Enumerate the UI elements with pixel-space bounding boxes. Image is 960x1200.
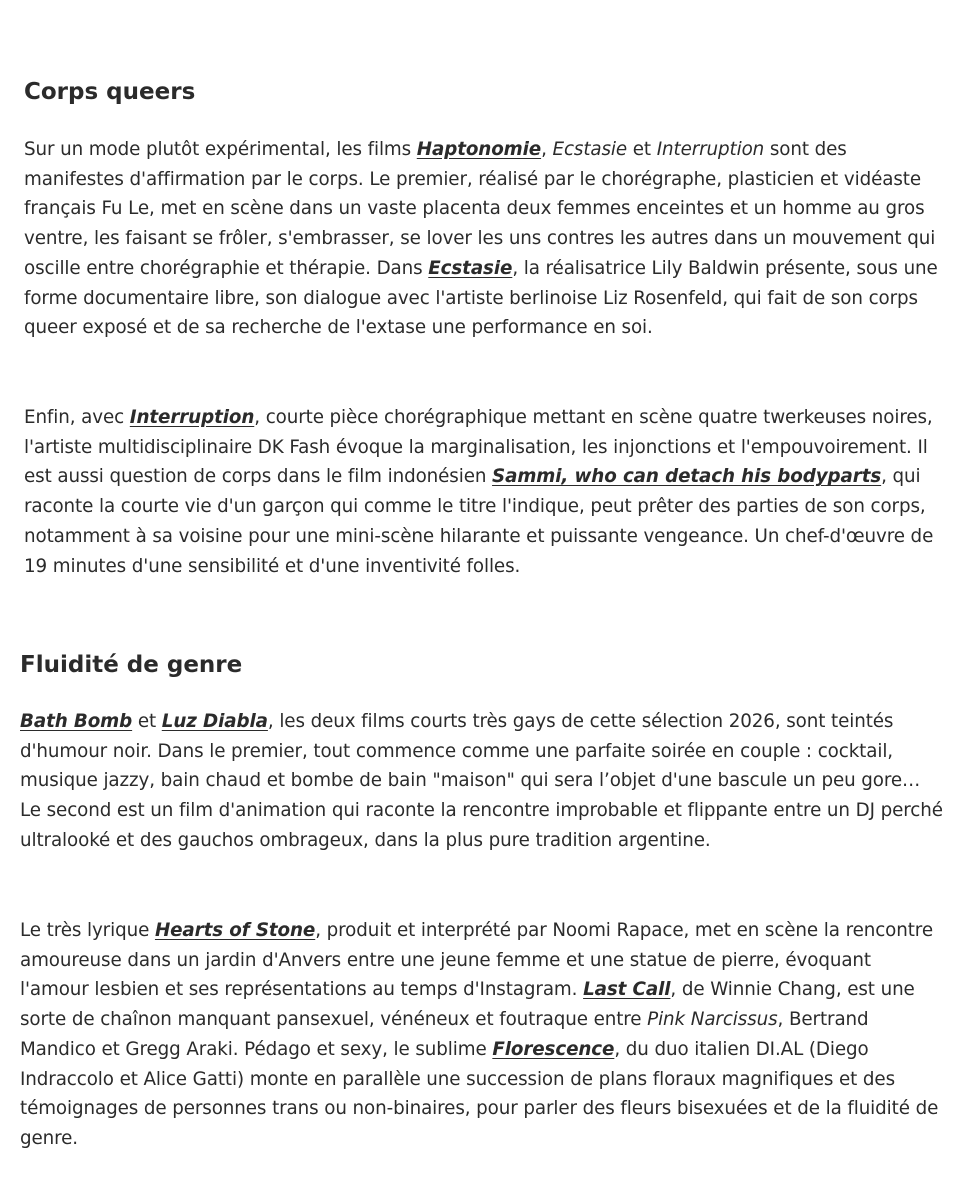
text: Le très lyrique — [20, 920, 155, 941]
text: , les deux films courts très gays de cette sélection 2026, sont teintés d'humour noir. Dans le premier, tout commence comme une parfaite soirée en couple : cocktail, musique jazzy, bain chaud et bombe de bain "maison" qui sera l’objet d'une bascule un peu gore… Le second est un film d'animation qui raconte la rencontre improbable et flippante entre un DJ perché ultralooké et des gauchos ombrageux, dans la plus pure tradition argentine. — [20, 711, 943, 851]
film-link-haptonomie[interactable]: Haptonomie — [416, 139, 542, 160]
film-link-ecstasie[interactable]: Ecstasie — [428, 257, 513, 279]
paragraph — [20, 707, 944, 856]
text: , la réalisatrice Lily Baldwin présente, sous une forme documentaire libre, son dialogue avec l'artiste berlinoise Liz Rosenfeld, qui fait de son corps queer exposé et de sa recherche de l'extase une performance en soi. — [24, 257, 938, 339]
film-title: Interruption — [656, 139, 765, 160]
text: , produit et interprété par Noomi Rapace, met en scène la rencontre amoureuse dans un jardin d'Anvers entre une jeune femme et une statue de pierre, évoquant l'amour lesbien et ses représentations au temps d'Instagram. — [20, 920, 933, 1001]
text: Sur un mode plutôt expérimental, les films — [24, 139, 417, 160]
film-link-last-call[interactable]: Last Call — [583, 979, 671, 1001]
section-heading: Corps queers — [24, 79, 196, 105]
text: , courte pièce chorégraphique mettant en scène quatre twerkeuses noires, l'artiste multidisciplinaire DK Fash évoque la marginalisation, les injonctions et l'empouvoirement. Il est aussi question de corps dans le film indonésien — [24, 407, 933, 488]
film-link-bath-bomb[interactable]: Bath Bomb — [20, 711, 133, 732]
text: Enfin, avec — [24, 407, 130, 428]
text: , Bertrand Mandico et Gregg Araki. Pédago et sexy, le sublime — [20, 1009, 869, 1060]
text: , — [541, 139, 553, 160]
text: , du duo italien DI.AL (Diego Indraccolo et Alice Gatti) monte en parallèle une succession de plans floraux magnifiques et des témoignages de personnes trans ou non-binaires, pour parler des fleurs bisexuées et de la fluidité de genre. — [20, 1038, 939, 1149]
paragraph — [24, 135, 944, 343]
text: , de Winnie Chang, est une sorte de chaînon manquant pansexuel, vénéneux et foutraque entre — [20, 979, 915, 1031]
film-title: Ecstasie — [552, 139, 628, 160]
film-title: Pink Narcissus — [647, 1009, 778, 1031]
paragraph — [24, 403, 944, 581]
section-heading: Fluidité de genre — [20, 652, 243, 678]
film-link-interruption[interactable]: Interruption — [129, 407, 255, 428]
film-link-sammi[interactable]: Sammi, who can detach his bodyparts — [492, 466, 882, 488]
film-link-luz-diabla[interactable]: Luz Diabla — [161, 711, 268, 732]
text: et — [627, 139, 657, 160]
text: sont des manifestes d'affirmation par le corps. Le premier, réalisé par le chorégraphe, plasticien et vidéaste français Fu Le, met en scène dans un vaste placenta deux femmes enceintes et un homme au gros ventre, les faisant se frôler, s'embrasser, se lover les uns contres les autres dans un mouvement qui oscille entre chorégraphie et thérapie. Dans — [24, 139, 936, 279]
text: et — [132, 711, 162, 732]
film-link-hearts-of-stone[interactable]: Hearts of Stone — [154, 920, 316, 941]
film-link-florescence[interactable]: Florescence — [492, 1038, 615, 1060]
paragraph — [20, 916, 944, 1154]
text: , qui raconte la courte vie d'un garçon qui comme le titre l'indique, peut prêter des parties de son corps, notamment à sa voisine pour une mini-scène hilarante et puissante vengeance. Un chef-d'œuvre de 19 minutes d'une sensibilité et d'une inventivité folles. — [24, 466, 934, 577]
